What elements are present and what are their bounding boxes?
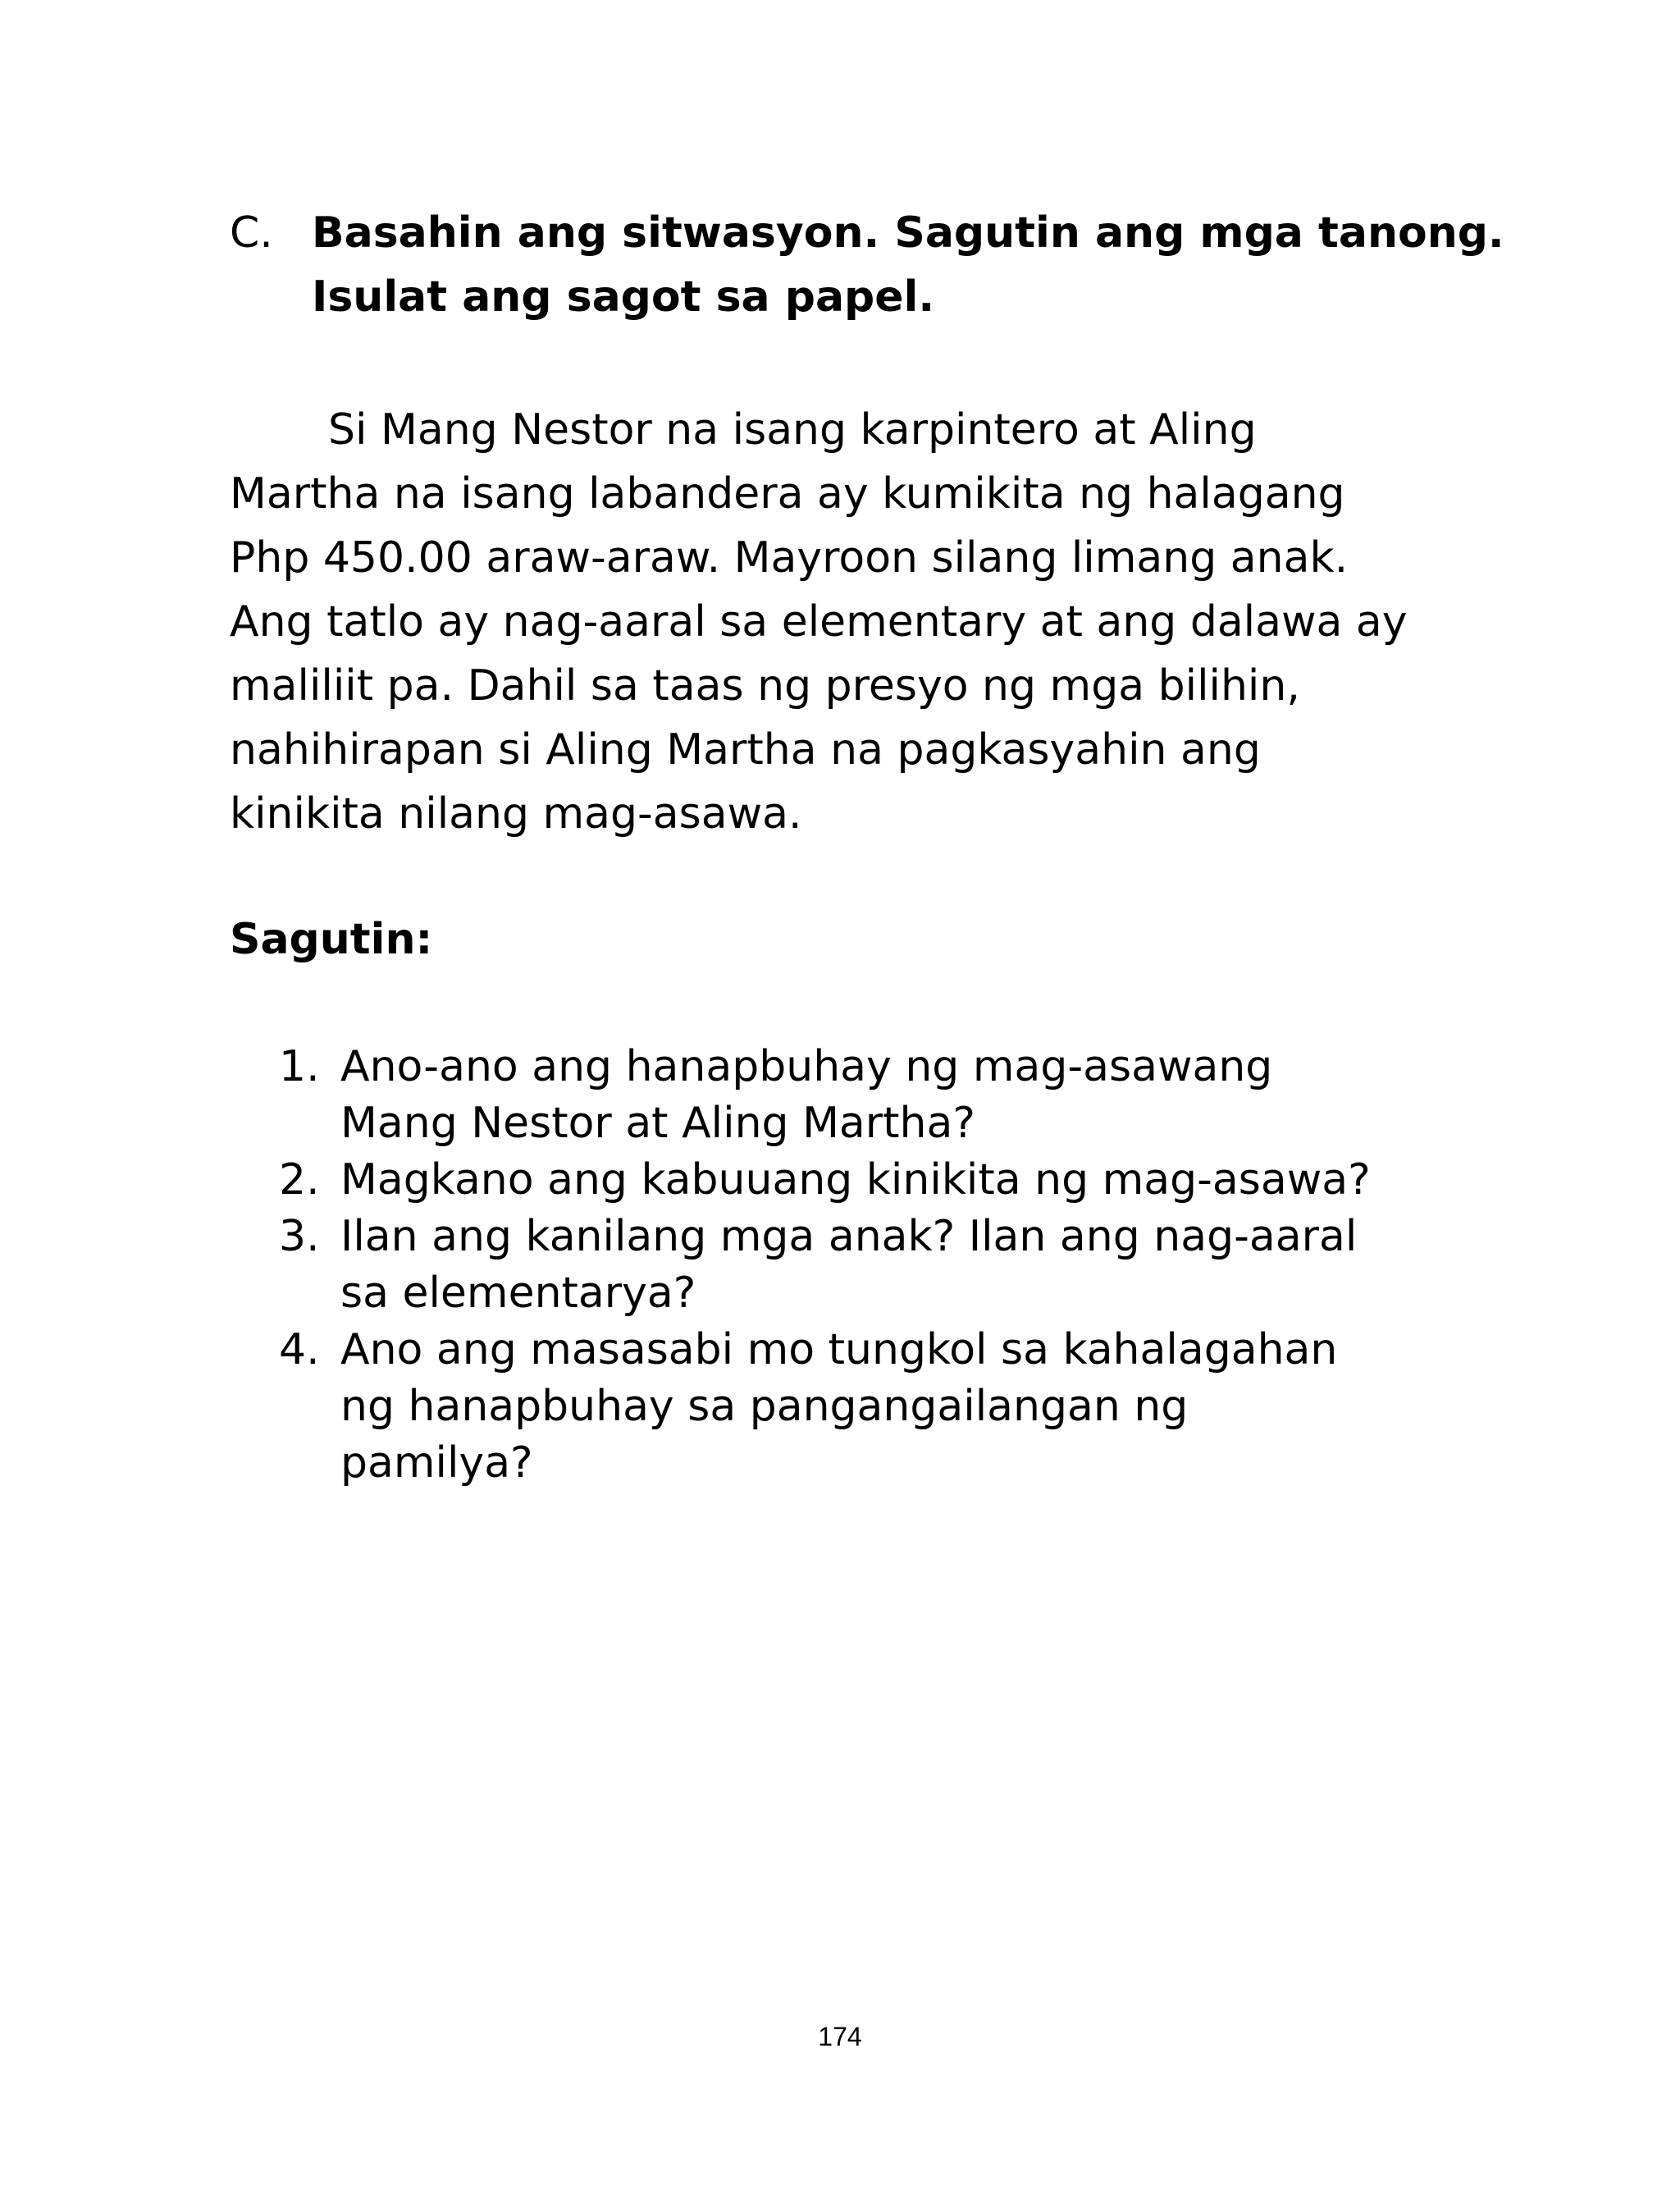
question-text: Ilan ang kanilang mga anak? Ilan ang nag-aaral sa elementarya? [340,1212,1358,1318]
instruction-text: Basahin ang sitwasyon. Sagutin ang mga tanong. Isulat ang sagot sa papel. [312,208,1504,322]
question-number: 3. [279,1212,320,1261]
instruction-letter: C. [230,208,273,258]
question-item [230,1322,1378,1492]
question-number: 2. [279,1155,320,1205]
question-text: Magkano ang kabuuang kinikita ng mag-asawa? [340,1155,1371,1205]
question-number: 1. [279,1042,320,1091]
question-text: Ano-ano ang hanapbuhay ng mag-asawang Mang Nestor at Aling Martha? [340,1042,1273,1148]
page-number: 174 [818,2022,862,2051]
question-item [230,1209,1378,1322]
question-text: Ano ang masasabi mo tungkol sa kahalagahan ng hanapbuhay sa pangangailangan ng pamilya? [340,1325,1338,1488]
question-number: 4. [279,1325,320,1374]
question-item [230,1152,1378,1209]
instruction-block [230,201,1509,329]
question-item [230,1039,1378,1152]
question-list [230,1039,1378,1492]
answer-heading: Sagutin: [230,915,433,964]
situation-passage: Si Mang Nestor na isang karpintero at Aling Martha na isang labandera ay kumikita ng halagang Php 450.00 araw-araw. Mayroon silang limang anak. Ang tatlo ay nag-aaral sa elementary at ang dalawa ay maliliit pa. Dahil sa taas ng presyo ng mga bilihin, nahihirapan si Aling Martha na pagkasyahin ang kinikita nilang mag-asawa. [230,405,1408,839]
